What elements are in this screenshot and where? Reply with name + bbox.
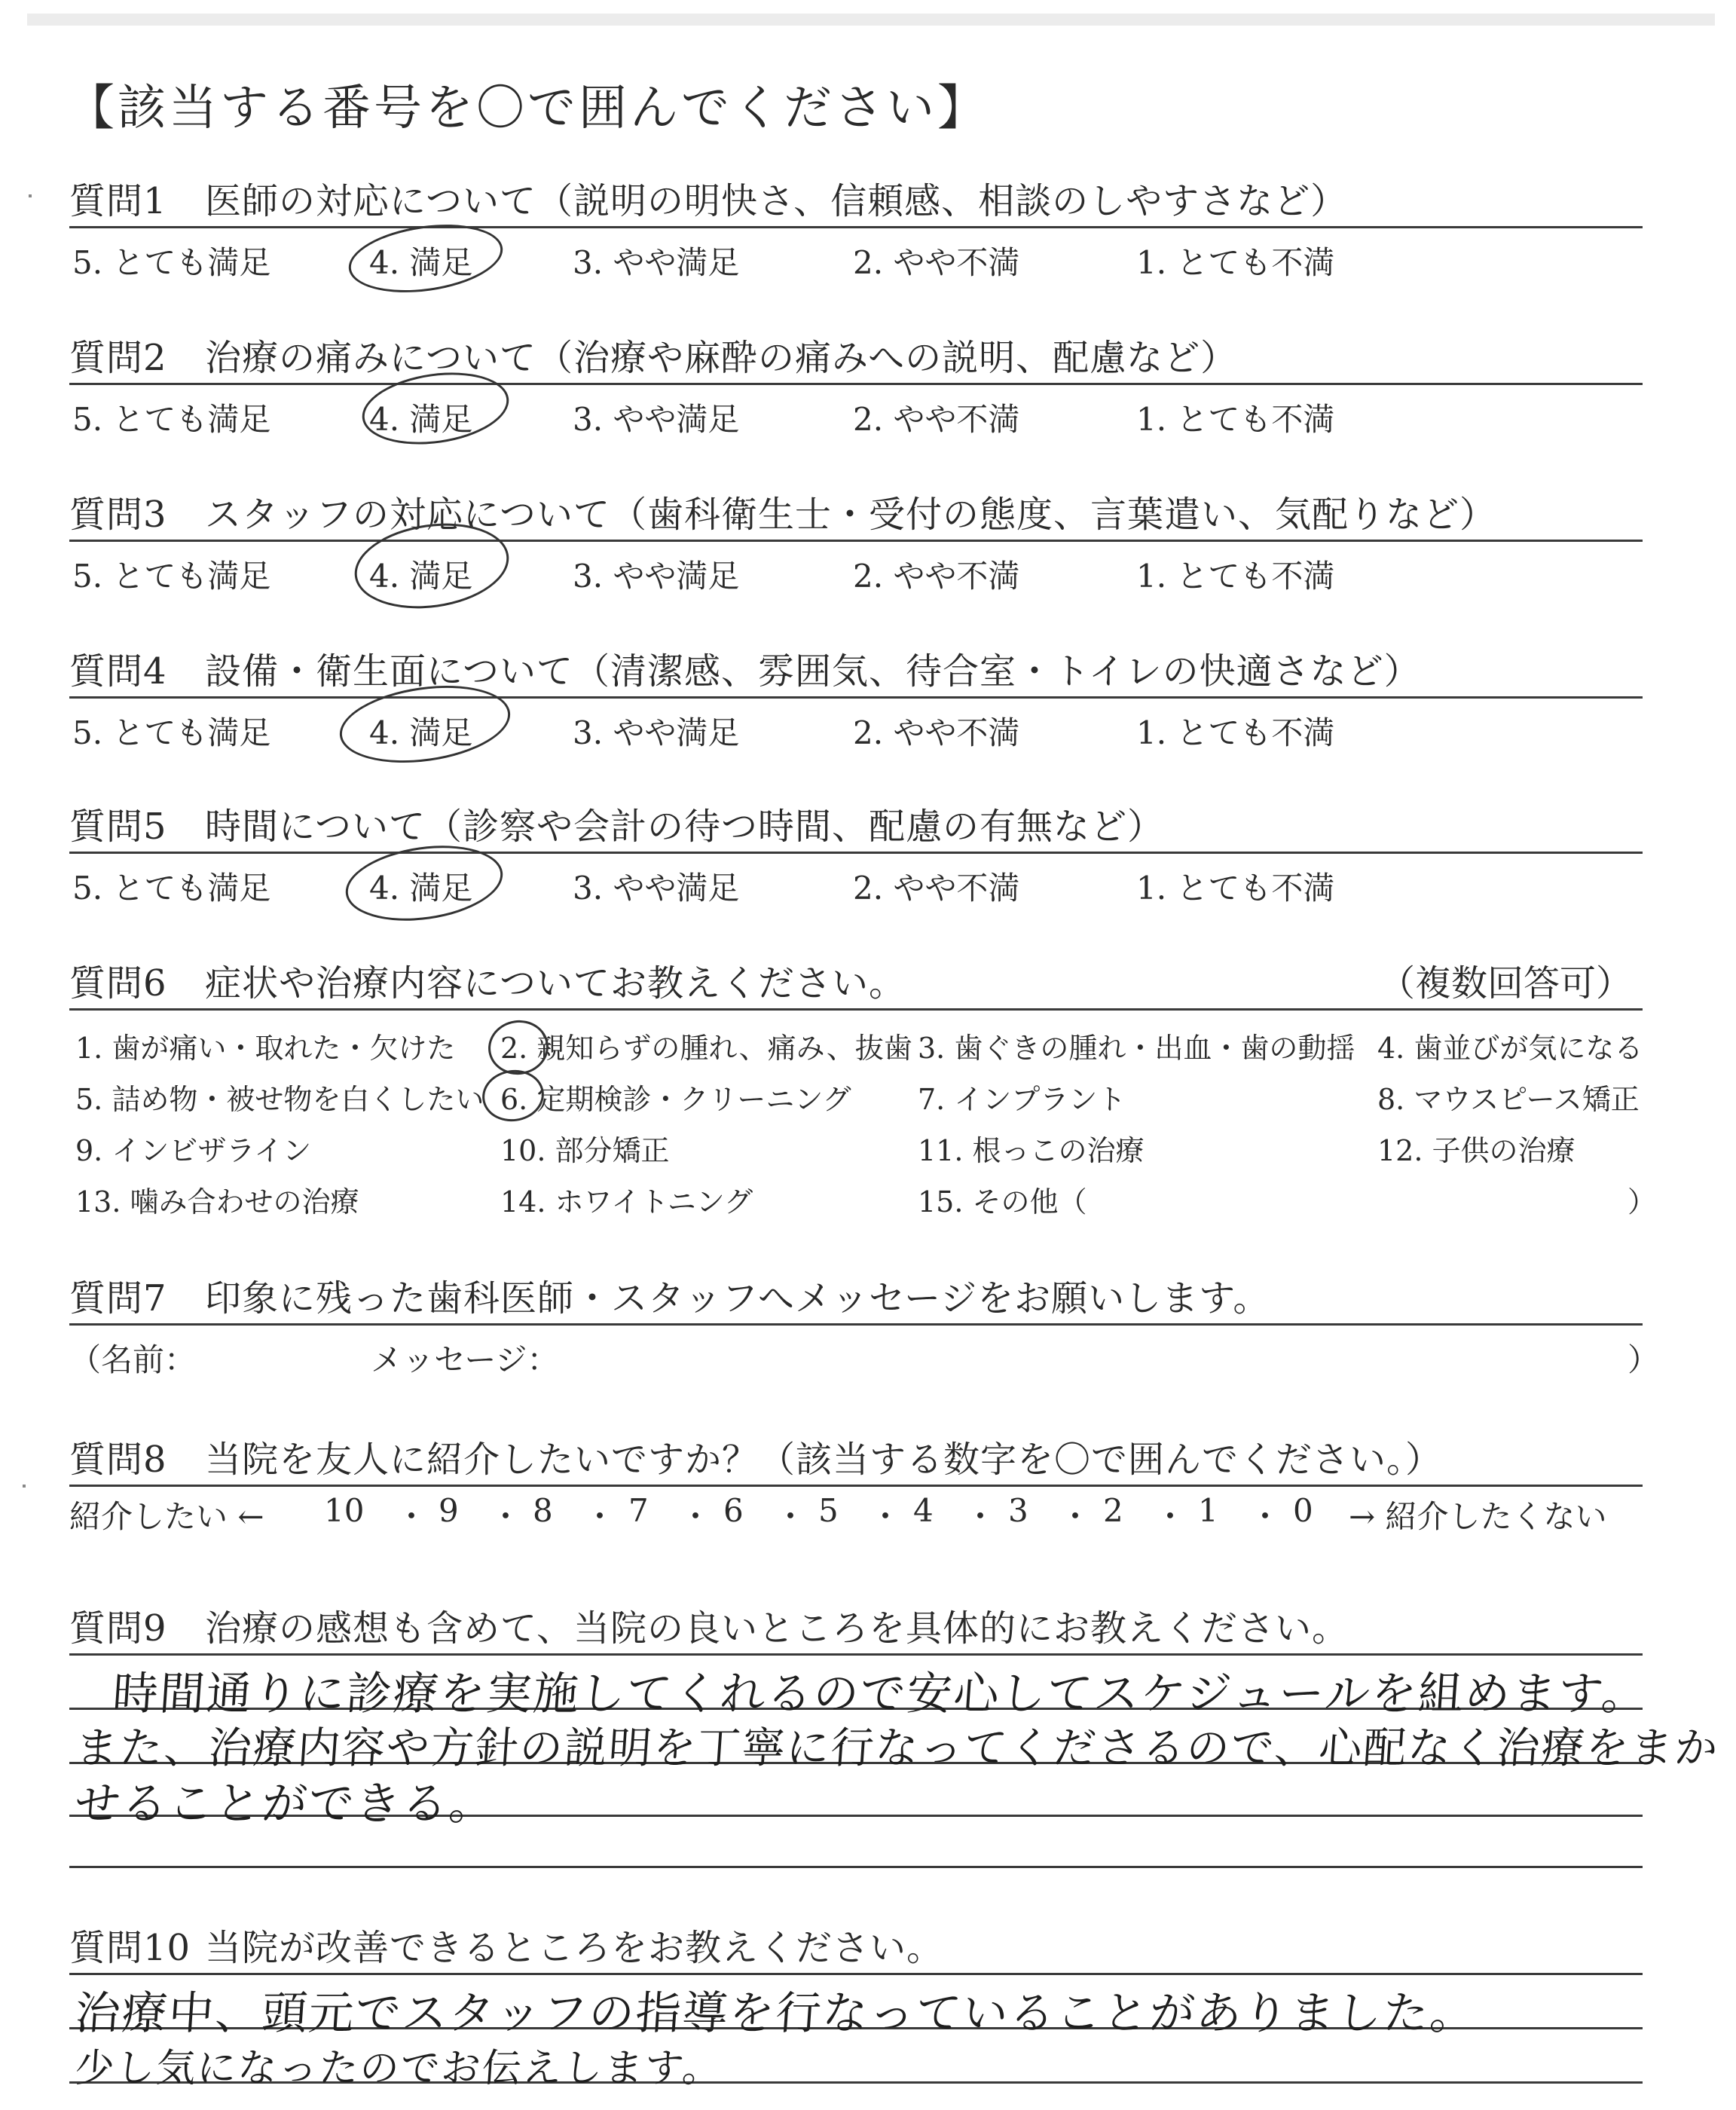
option-1[interactable]: 1. とても不満 (1136, 244, 1335, 281)
option-5[interactable]: 5. とても満足 (72, 244, 271, 281)
question-text: 時間について（診察や会計の待つ時間、配慮の有無など） (205, 806, 1165, 848)
question-3-heading (69, 485, 1496, 537)
multiple-answers-note: （複数回答可） (1379, 962, 1633, 1005)
scale-separator: ・ (584, 1498, 616, 1535)
question-2-heading (69, 329, 1237, 381)
symptom-option[interactable]: 15. その他（ (918, 1185, 1087, 1219)
divider-line (69, 383, 1643, 385)
option-2[interactable]: 2. やや不満 (853, 244, 1020, 281)
scale-separator: ・ (1249, 1498, 1282, 1535)
handwritten-answer-line: 治療中、頭元でスタッフの指導を行なっていることがありました。 (73, 1987, 1479, 2040)
question-number: 質問5 (69, 806, 167, 848)
question-number: 質問9 (69, 1607, 167, 1650)
divider-line (69, 696, 1643, 699)
scan-speck (23, 1485, 26, 1488)
question-text: 当院が改善できるところをお教えください。 (205, 1927, 944, 1969)
symptom-option[interactable]: 12. 子供の治療 (1377, 1134, 1576, 1167)
score-9[interactable]: 9 (439, 1492, 459, 1529)
question-5-heading (69, 797, 1164, 849)
option-4[interactable]: 4. 満足 (369, 714, 473, 751)
option-2[interactable]: 2. やや不満 (853, 401, 1020, 438)
question-8-heading (69, 1430, 1442, 1482)
score-7[interactable]: 7 (628, 1492, 649, 1529)
question-number: 質問7 (69, 1277, 167, 1320)
option-4[interactable]: 4. 満足 (369, 244, 473, 281)
question-number: 質問4 (69, 650, 167, 693)
option-3[interactable]: 3. やや満足 (573, 244, 740, 281)
question-9-heading (69, 1599, 1349, 1651)
option-3[interactable]: 3. やや満足 (573, 558, 740, 595)
divider-line (69, 1008, 1643, 1011)
option-5[interactable]: 5. とても満足 (72, 558, 271, 595)
option-2[interactable]: 2. やや不満 (853, 558, 1020, 595)
question-text: 治療の感想も含めて、当院の良いところを具体的にお教えください。 (205, 1607, 1349, 1650)
option-1[interactable]: 1. とても不満 (1136, 401, 1335, 438)
option-5[interactable]: 5. とても満足 (72, 714, 271, 751)
score-3[interactable]: 3 (1008, 1492, 1028, 1529)
option-4[interactable]: 4. 満足 (369, 401, 473, 438)
scale-separator: ・ (775, 1498, 807, 1535)
symptom-option[interactable]: 5. 詰め物・被せ物を白くしたい (75, 1083, 484, 1116)
option-1[interactable]: 1. とても不満 (1136, 558, 1335, 595)
option-3[interactable]: 3. やや満足 (573, 401, 740, 438)
option-3[interactable]: 3. やや満足 (573, 714, 740, 751)
question-6-heading (69, 954, 906, 1006)
question-text: 設備・衛生面について（清潔感、雰囲気、待合室・トイレの快適さなど） (205, 650, 1421, 693)
question-text: 症状や治療内容についてお教えください。 (205, 962, 906, 1005)
scale-separator: ・ (870, 1498, 902, 1535)
score-1[interactable]: 1 (1198, 1492, 1218, 1529)
option-3[interactable]: 3. やや満足 (573, 870, 740, 907)
symptom-option[interactable]: 1. 歯が痛い・取れた・欠けた (75, 1032, 456, 1065)
answer-line (69, 1653, 1643, 1656)
score-0[interactable]: 0 (1293, 1492, 1313, 1529)
scan-speck (29, 194, 32, 197)
symptom-option[interactable]: 9. インビザライン (75, 1134, 312, 1167)
scale-separator: ・ (396, 1498, 428, 1535)
symptom-option[interactable]: 10. 部分矯正 (500, 1134, 670, 1167)
divider-line (69, 1485, 1643, 1487)
question-10-heading (69, 1919, 943, 1971)
question-number: 質問6 (69, 962, 167, 1005)
question-number: 質問3 (69, 494, 167, 536)
question-4-heading (69, 642, 1421, 694)
divider-line (69, 852, 1643, 854)
symptom-option[interactable]: 8. マウスピース矯正 (1377, 1083, 1640, 1116)
symptom-option[interactable]: 7. インプラント (918, 1083, 1126, 1116)
question-text: 医師の対応について（説明の明快さ、信頼感、相談のしやすさなど） (205, 180, 1348, 222)
symptom-option[interactable]: 14. ホワイトニング (500, 1185, 753, 1219)
question-1-heading (69, 172, 1347, 224)
answer-line (69, 1866, 1643, 1868)
option-2[interactable]: 2. やや不満 (853, 714, 1020, 751)
scale-separator: ・ (1059, 1498, 1092, 1535)
score-2[interactable]: 2 (1103, 1492, 1123, 1529)
symptom-option[interactable]: 13. 噛み合わせの治療 (75, 1185, 359, 1219)
symptom-option[interactable]: 2. 親知らずの腫れ、痛み、抜歯 (500, 1032, 912, 1065)
handwritten-answer-line: 時間通りに診療を実施してくれるので安心してスケジュールを組めます。 (111, 1668, 1650, 1720)
question-number: 質問1 (69, 180, 167, 222)
score-10[interactable]: 10 (324, 1492, 365, 1529)
option-5[interactable]: 5. とても満足 (72, 401, 271, 438)
option-1[interactable]: 1. とても不満 (1136, 870, 1335, 907)
score-6[interactable]: 6 (723, 1492, 744, 1529)
answer-circle-mark (341, 836, 507, 930)
score-8[interactable]: 8 (533, 1492, 553, 1529)
symptom-option[interactable]: 6. 定期検診・クリーニング (500, 1083, 851, 1116)
message-close-paren: ） (1628, 1341, 1660, 1378)
scale-separator: ・ (964, 1498, 997, 1535)
question-number: 質問2 (69, 337, 167, 379)
question-number: 質問8 (69, 1439, 167, 1481)
option-4[interactable]: 4. 満足 (369, 558, 473, 595)
question-text: スタッフの対応について（歯科衛生士・受付の態度、言葉遣い、気配りなど） (205, 494, 1497, 536)
symptom-option[interactable]: 3. 歯ぐきの腫れ・出血・歯の動揺 (918, 1032, 1355, 1065)
question-number: 質問10 (69, 1927, 191, 1969)
handwritten-answer-line: また、治療内容や方針の説明を丁寧に行なってくださるので、心配なく治療をまか (73, 1723, 1721, 1773)
name-field-label: （名前： (69, 1341, 197, 1378)
question-7-heading (69, 1269, 1270, 1321)
question-text: 当院を友人に紹介したいですか？（該当する数字を〇で囲んでください。） (205, 1439, 1443, 1481)
message-field-label: メッセージ： (371, 1341, 559, 1378)
option-1[interactable]: 1. とても不満 (1136, 714, 1335, 751)
answer-circle-mark (344, 216, 507, 301)
option-2[interactable]: 2. やや不満 (853, 870, 1020, 907)
survey-title: 【該当する番号を〇で囲んでください】 (66, 81, 989, 136)
scan-top-edge (27, 14, 1715, 26)
divider-line (69, 226, 1643, 228)
symptom-option[interactable]: 4. 歯並びが気になる (1377, 1032, 1643, 1065)
option-4[interactable]: 4. 満足 (369, 870, 473, 907)
score-5[interactable]: 5 (818, 1492, 839, 1529)
handwritten-answer-line: 少し気になったのでお伝えします。 (73, 2046, 725, 2091)
other-close-paren: ） (1628, 1185, 1657, 1219)
divider-line (69, 540, 1643, 542)
question-text: 治療の痛みについて（治療や麻酔の痛みへの説明、配慮など） (205, 337, 1238, 379)
recommend-label: 紹介したい ← (69, 1498, 264, 1535)
answer-line (69, 1973, 1643, 1975)
divider-line (69, 1323, 1643, 1326)
scale-separator: ・ (680, 1498, 712, 1535)
score-4[interactable]: 4 (913, 1492, 934, 1529)
question-text: 印象に残った歯科医師・スタッフへメッセージをお願いします。 (205, 1277, 1270, 1320)
scale-separator: ・ (490, 1498, 522, 1535)
not-recommend-label: → 紹介したくない (1349, 1498, 1607, 1535)
handwritten-answer-line: せることができる。 (73, 1778, 498, 1830)
symptom-option[interactable]: 11. 根っこの治療 (918, 1134, 1145, 1167)
option-5[interactable]: 5. とても満足 (72, 870, 271, 907)
scale-separator: ・ (1154, 1498, 1187, 1535)
